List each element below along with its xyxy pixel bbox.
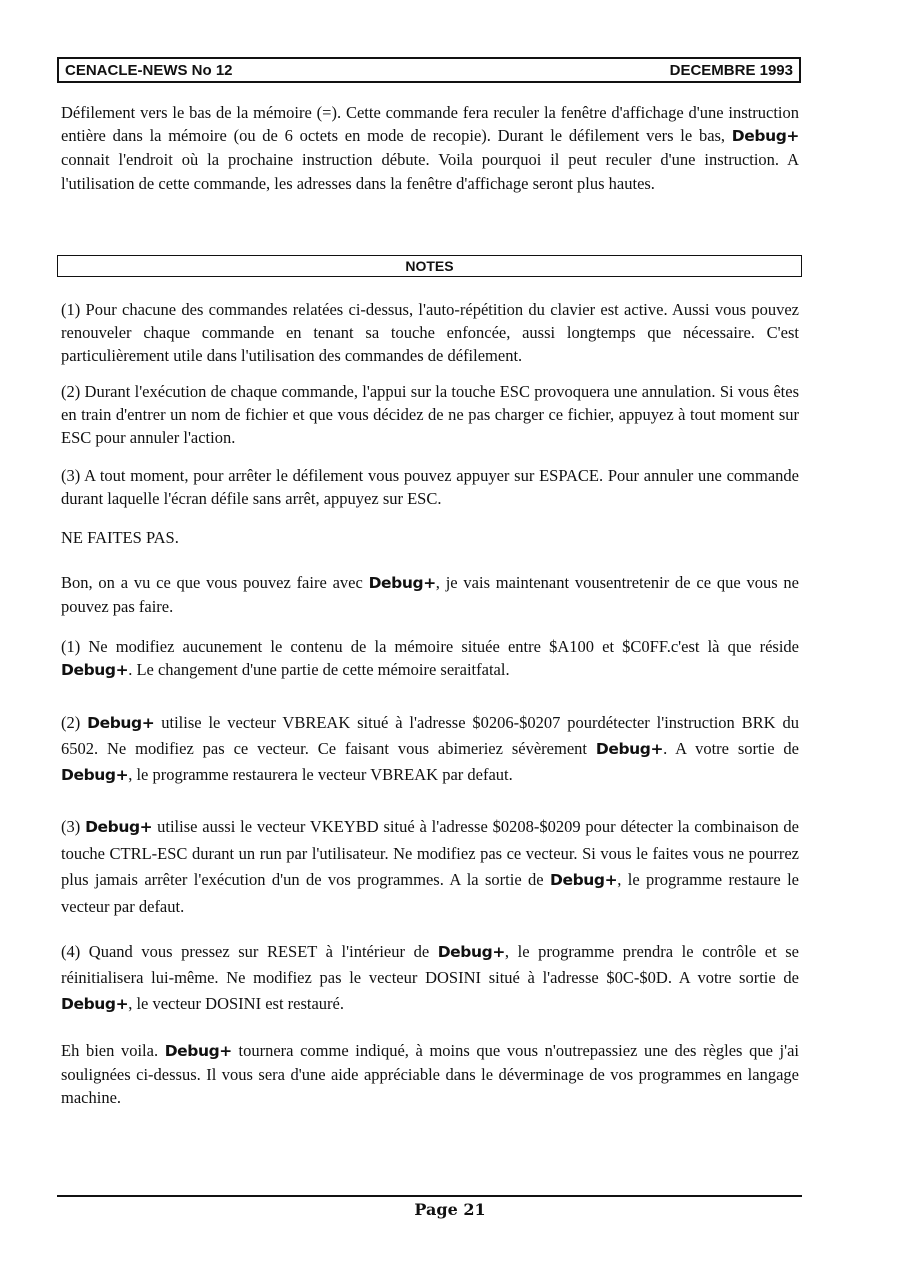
text-run: , le programme restaure le vecteur par defaut. (61, 870, 799, 916)
text-run: utilise aussi le vecteur VKEYBD situé à l'adresse $0208-$0209 pour détecter la combinaison de touche CTRL-ESC durant un run par l'utilisateur. Ne modifiez pas ce vecteur. Si vous le faites vous ne pourrez plus jamais arrêter l'exécution d'un de vos programmes. A la sortie de (61, 817, 799, 889)
section-title-ne-faites-pas: NE FAITES PAS. (61, 528, 179, 547)
rule-2 (61, 710, 799, 788)
debug-brand: Debug+ (164, 1042, 232, 1060)
intro-paragraph (61, 101, 799, 195)
page-header (57, 57, 801, 83)
text-run: , le vecteur DOSINI est restauré. (128, 994, 344, 1013)
page-number: Page 21 (414, 1200, 486, 1219)
text-run: (3) (61, 817, 86, 836)
text-run: . Le changement d'une partie de cette mémoire seraitfatal. (128, 660, 510, 680)
text-run: Eh bien voila. (61, 1041, 165, 1060)
debug-brand: Debug+ (437, 943, 505, 961)
text-run: tournera comme indiqué, à moins que vous n'outrepassiez une des règles que j'ai soulignées ci-dessus. Il vous sera d'une aide appréciable dans le déverminage de vos programmes en langage machine. (61, 1041, 799, 1108)
note-1: (1) Pour chacune des commandes relatées ci-dessus, l'auto-répétition du clavier est active. Aussi vous pouvez renouveler chaque commande en tenant sa touche enfoncée, aussi longtemps que nécessaire. C'est particulièrement utile dans l'utilisation des commandes de défilement. (61, 300, 799, 366)
newsletter-title: CENACLE-NEWS No 12 (65, 61, 233, 79)
text-run: (2) (61, 713, 88, 732)
text-run: Défilement vers le bas de la mémoire (=). Cette commande fera reculer la fenêtre d'affichage d'une instruction entière dans la mémoire (ou de 6 octets en mode de recopie). Durant le défilement vers le bas, (61, 103, 799, 146)
debug-brand: Debug+ (85, 818, 153, 836)
note-3: (3) A tout moment, pour arrêter le défilement vous pouvez appuyer sur ESPACE. Pour annuler une commande durant laquelle l'écran défile sans arrêt, appuyez sur ESC. (61, 466, 799, 509)
rule-3 (61, 814, 799, 920)
text-run: , le programme prendra le contrôle et se réinitialisera lui-même. Ne modifiez pas le vecteur DOSINI situé à l'adresse $0C-$0D. A votre sortie de (61, 942, 800, 987)
text-run: Bon, on a vu ce que vous pouvez faire avec (61, 573, 369, 592)
debug-brand: Debug+ (61, 661, 129, 680)
bon-paragraph (61, 571, 799, 618)
issue-date: DECEMBRE 1993 (669, 61, 793, 79)
text-run: (4) Quand vous pressez sur RESET à l'intérieur de (61, 942, 438, 961)
text-run: (1) Ne modifiez aucunement le contenu de la mémoire située entre $A100 et $C0FF.c'est là que réside (61, 637, 799, 656)
debug-brand: Debug+ (550, 871, 618, 889)
text-run: connait l'endroit où la prochaine instruction débute. Voila pourquoi il peut reculer d'une instruction. A l'utilisation de cette commande, les adresses dans la fenêtre d'affichage seront plus hautes. (61, 150, 799, 193)
footer-divider (57, 1195, 802, 1197)
closing-paragraph (61, 1039, 799, 1110)
text-run: . A votre sortie de (663, 739, 799, 758)
debug-brand: Debug+ (87, 714, 155, 732)
text-run: , le programme restaurera le vecteur VBREAK par defaut. (128, 765, 513, 784)
notes-heading: NOTES (57, 255, 802, 277)
debug-brand: Debug+ (731, 127, 799, 146)
debug-brand: Debug+ (368, 574, 436, 592)
debug-brand: Debug+ (595, 740, 664, 758)
text-run: utilise le vecteur VBREAK situé à l'adresse $0206-$0207 pourdétecter l'instruction BRK du 6502. Ne modifiez pas ce vecteur. Ce faisant vous abimeriez sévèrement (61, 713, 799, 758)
debug-brand: Debug+ (61, 995, 129, 1013)
note-2: (2) Durant l'exécution de chaque commande, l'appui sur la touche ESC provoquera une annulation. Si vous êtes en train d'entrer un nom de fichier et que vous décidez de ne pas charger ce fichier, appuyez à tout moment sur ESC pour annuler l'action. (61, 382, 799, 448)
rule-4 (61, 939, 799, 1017)
rule-1 (61, 635, 799, 682)
text-run: , je vais maintenant vousentretenir de ce que vous ne pouvez pas faire. (61, 573, 800, 617)
debug-brand: Debug+ (61, 766, 129, 784)
